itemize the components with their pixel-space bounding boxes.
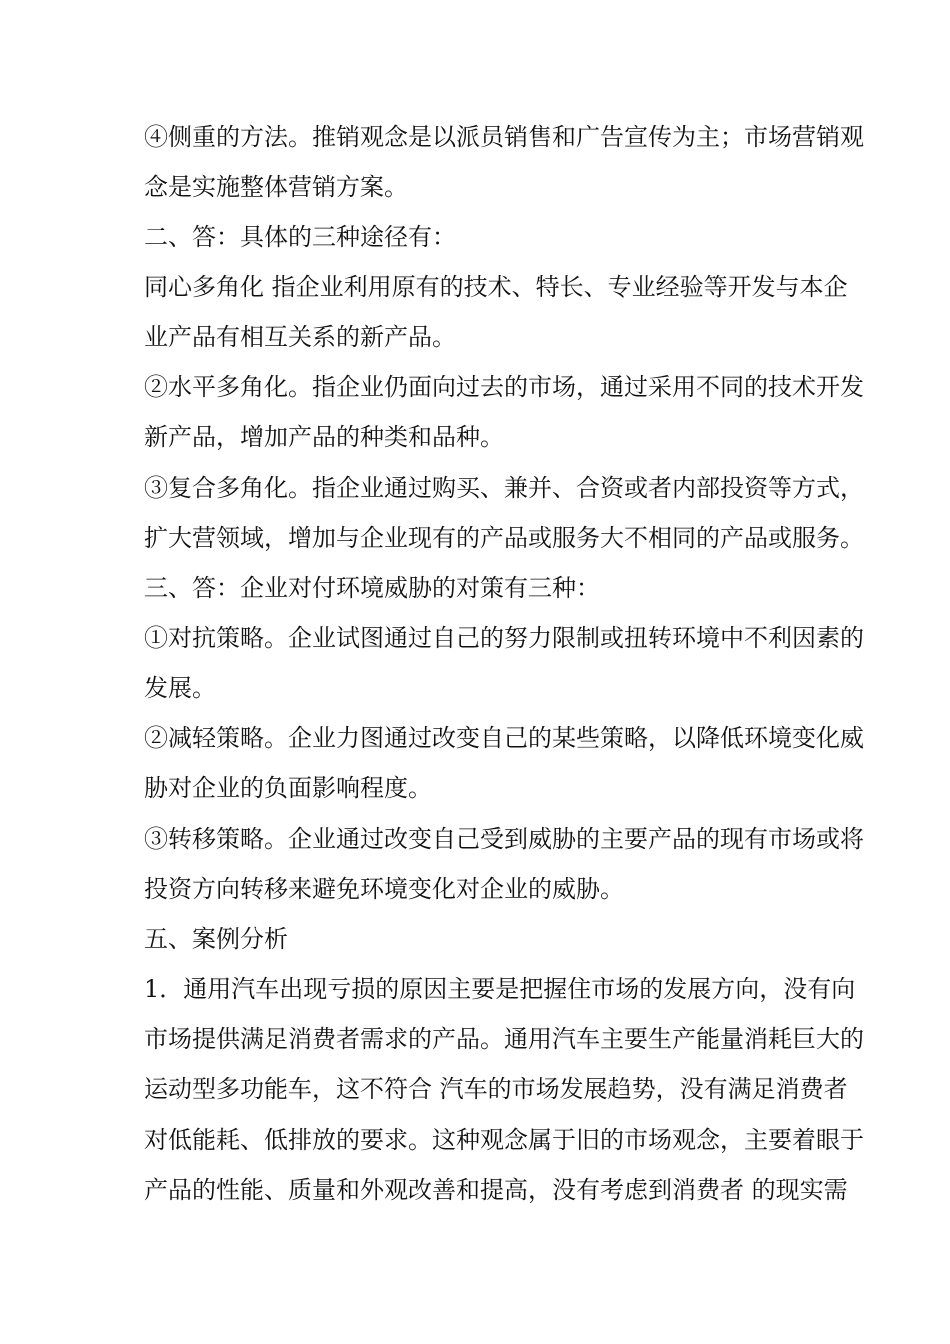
- text-line: 新产品，增加产品的种类和品种。: [144, 423, 504, 451]
- text-line: 运动型多功能车，这不符合 汽车的市场发展趋势，没有满足消费者: [144, 1075, 848, 1103]
- text-line: ④侧重的方法。推销观念是以派员销售和广告宣传为主；市场营销观: [144, 123, 864, 151]
- section-heading-5: 五、案例分析: [144, 925, 288, 953]
- section-heading-2: 二、答：具体的三种途径有：: [144, 223, 456, 251]
- text-line: 投资方向转移来避免环境变化对企业的威胁。: [144, 875, 624, 903]
- text-line: ①对抗策略。企业试图通过自己的努力限制或扭转环境中不利因素的: [144, 624, 864, 652]
- text-line: ③复合多角化。指企业通过购买、兼并、合资或者内部投资等方式，: [144, 474, 864, 502]
- text-line: 业产品有相互关系的新产品。: [144, 323, 456, 351]
- section-heading-3: 三、答：企业对付环境威胁的对策有三种：: [144, 574, 600, 602]
- text-line: 1．通用汽车出现亏损的原因主要是把握住市场的发展方向，没有向: [144, 975, 856, 1003]
- text-line: 念是实施整体营销方案。: [144, 173, 408, 201]
- text-line: 发展。: [144, 674, 216, 702]
- text-line: ②水平多角化。指企业仍面向过去的市场，通过采用不同的技术开发: [144, 373, 864, 401]
- text-line: 对低能耗、低排放的要求。这种观念属于旧的市场观念，主要着眼于: [144, 1126, 864, 1154]
- text-line: 同心多角化 指企业利用原有的技术、特长、专业经验等开发与本企: [144, 273, 848, 301]
- text-line: 胁对企业的负面影响程度。: [144, 774, 432, 802]
- text-line: 市场提供满足消费者需求的产品。通用汽车主要生产能量消耗巨大的: [144, 1025, 864, 1053]
- text-line: 扩大营领域，增加与企业现有的产品或服务大不相同的产品或服务。: [144, 524, 864, 552]
- text-line: ③转移策略。企业通过改变自己受到威胁的主要产品的现有市场或将: [144, 825, 864, 853]
- text-line: ②减轻策略。企业力图通过改变自己的某些策略，以降低环境变化威: [144, 724, 864, 752]
- text-line: 产品的性能、质量和外观改善和提高，没有考虑到消费者 的现实需: [144, 1176, 848, 1204]
